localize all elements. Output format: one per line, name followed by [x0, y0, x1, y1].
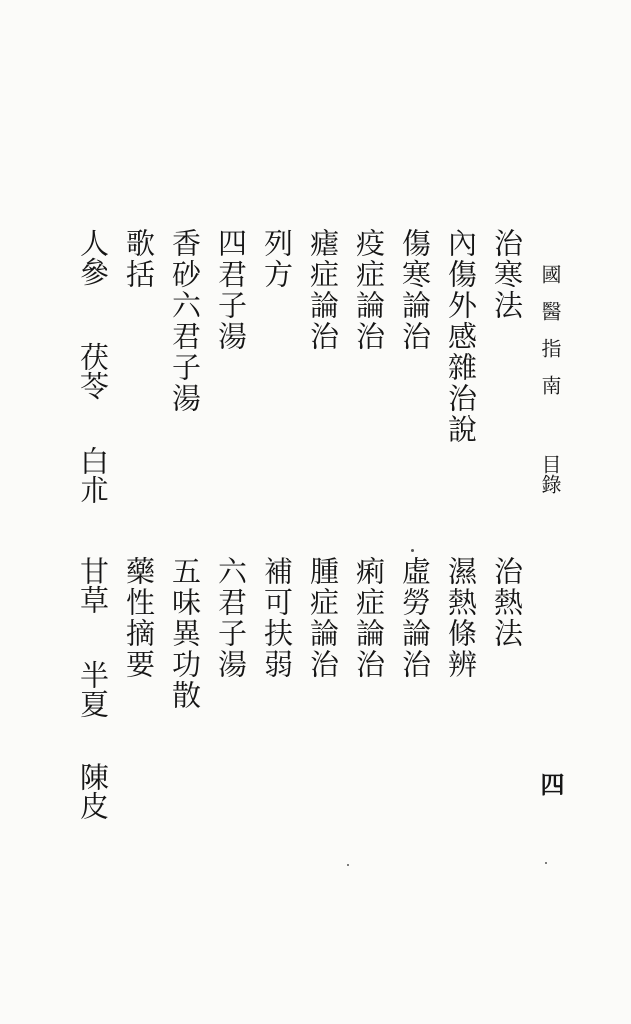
toc-entry: 六君子湯	[214, 556, 248, 680]
toc-entry: 列方	[260, 228, 294, 290]
toc-entry: 香砂六君子湯	[168, 228, 202, 414]
toc-entry: 疫症論治	[352, 228, 386, 352]
section-label: 目錄	[538, 454, 562, 494]
toc-entry: 內傷外感雜治說	[444, 228, 478, 445]
toc-entry: 歌括	[122, 228, 156, 290]
toc-entry: 四君子湯	[214, 228, 248, 352]
toc-entry: 治熱法	[490, 556, 524, 649]
herb-name: 半夏	[76, 660, 110, 718]
toc-entry: 痢症論治	[352, 556, 386, 680]
herb-name: 甘草	[76, 556, 110, 614]
toc-entry: 濕熱條辨	[444, 556, 478, 680]
scan-speck	[545, 862, 547, 864]
toc-entry: 瘧症論治	[306, 228, 340, 352]
herb-name: 茯苓	[76, 342, 110, 400]
toc-entry: 補可扶弱	[260, 556, 294, 680]
toc-entry: 治寒法	[490, 228, 524, 321]
herb-name: 人參	[76, 228, 110, 286]
scan-speck	[411, 549, 414, 552]
book-title: 國醫指南	[538, 264, 562, 412]
toc-entry: 藥性摘要	[122, 556, 156, 680]
herb-name: 陳皮	[76, 762, 110, 820]
page-number: 四	[536, 772, 565, 796]
herb-name: 白朮	[76, 446, 110, 504]
toc-entry: 虛勞論治	[398, 556, 432, 680]
toc-entry: 傷寒論治	[398, 228, 432, 352]
toc-entry: 五味異功散	[168, 556, 202, 711]
toc-entry: 腫症論治	[306, 556, 340, 680]
scan-speck	[347, 864, 349, 866]
